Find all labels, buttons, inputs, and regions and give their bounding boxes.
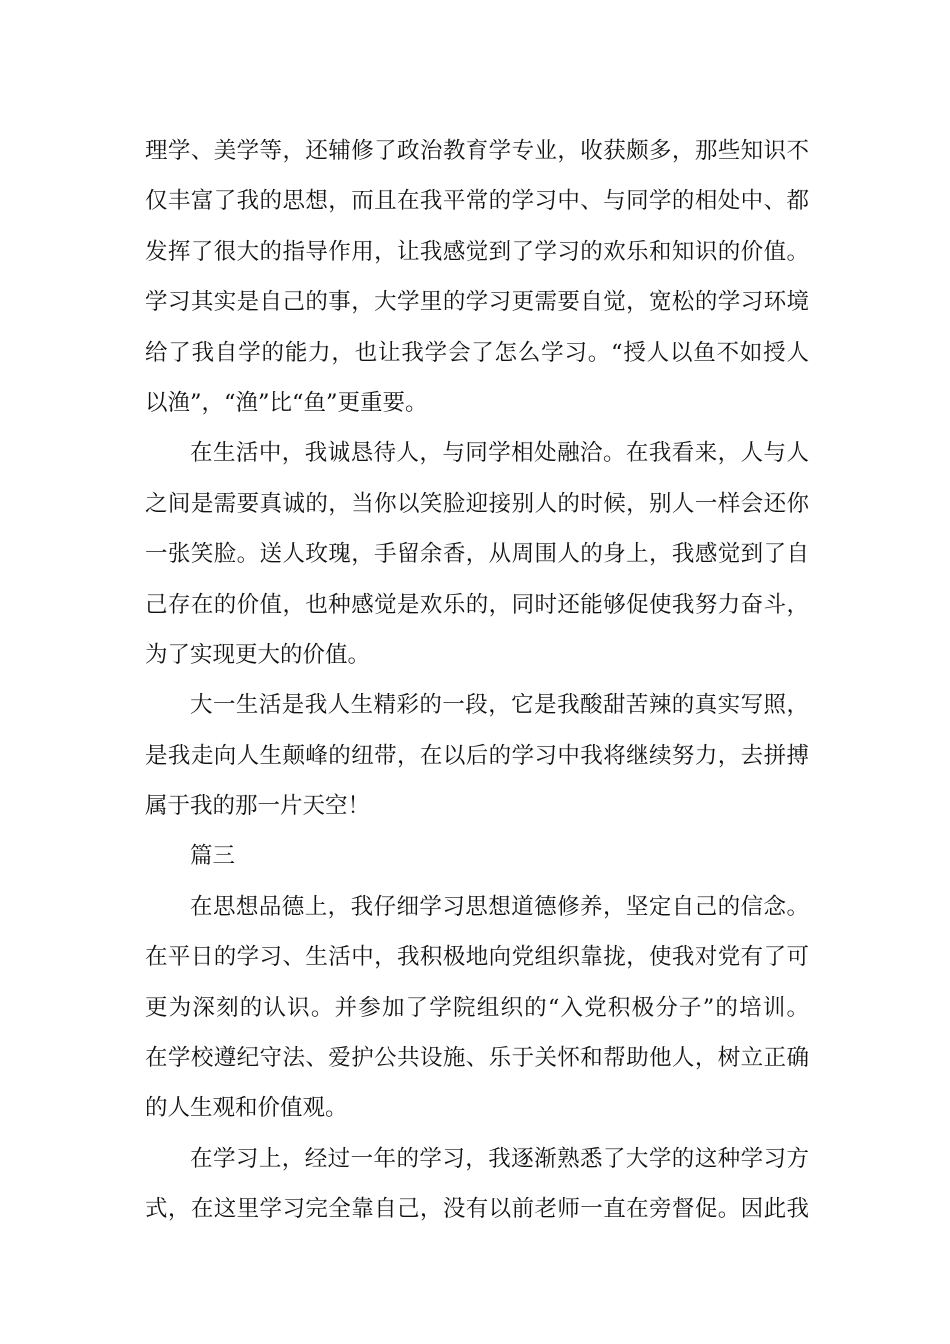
text-line: 之间是需要真诚的，当你以笑脸迎接别人的时候，别人一样会还你 xyxy=(145,490,809,517)
text-line: 在平日的学习、生活中，我积极地向党组织靠拢，使我对党有了可 xyxy=(145,944,809,971)
section-heading: 篇三 xyxy=(190,843,236,870)
text-line: 一张笑脸。送人玫瑰，手留余香，从周围人的身上，我感觉到了自 xyxy=(145,541,809,568)
text-line: 的人生观和价值观。 xyxy=(145,1095,348,1122)
paragraph-first-line: 在学习上，经过一年的学习，我逐渐熟悉了大学的这种学习方 xyxy=(190,1145,809,1172)
text-line: 理学、美学等，还辅修了政治教育学专业，收获颇多，那些知识不 xyxy=(145,138,809,164)
document-page xyxy=(145,126,809,1235)
paragraph-first-line: 在生活中，我诚恳待人，与同学相处融洽。在我看来，人与人 xyxy=(190,440,809,467)
text-line: 属于我的那一片天空！ xyxy=(145,793,371,820)
text-line: 给了我自学的能力，也让我学会了怎么学习。“授人以鱼不如授人 xyxy=(145,339,809,366)
text-line: 学习其实是自己的事，大学里的学习更需要自觉，宽松的学习环境 xyxy=(145,289,809,316)
text-line: 为了实现更大的价值。 xyxy=(145,641,371,668)
text-line: 式，在这里学习完全靠自己，没有以前老师一直在旁督促。因此我 xyxy=(145,1196,809,1223)
text-line: 是我走向人生颠峰的纽带，在以后的学习中我将继续努力，去拼搏 xyxy=(145,742,809,769)
paragraph-first-line: 大一生活是我人生精彩的一段，它是我酸甜苦辣的真实写照， xyxy=(190,692,809,719)
text-line: 在学校遵纪守法、爱护公共设施、乐于关怀和帮助他人，树立正确 xyxy=(145,1045,809,1072)
text-line: 发挥了很大的指导作用，让我感觉到了学习的欢乐和知识的价值。 xyxy=(145,238,809,265)
text-line: 更为深刻的认识。并参加了学院组织的“入党积极分子”的培训。 xyxy=(145,994,809,1021)
text-line: 己存在的价值，也种感觉是欢乐的，同时还能够促使我努力奋斗， xyxy=(145,591,809,618)
paragraph-first-line: 在思想品德上，我仔细学习思想道德修养，坚定自己的信念。 xyxy=(190,893,809,920)
text-line: 仅丰富了我的思想，而且在我平常的学习中、与同学的相处中、都 xyxy=(145,188,809,215)
text-line: 以渔”，“渔”比“鱼”更重要。 xyxy=(145,389,428,416)
